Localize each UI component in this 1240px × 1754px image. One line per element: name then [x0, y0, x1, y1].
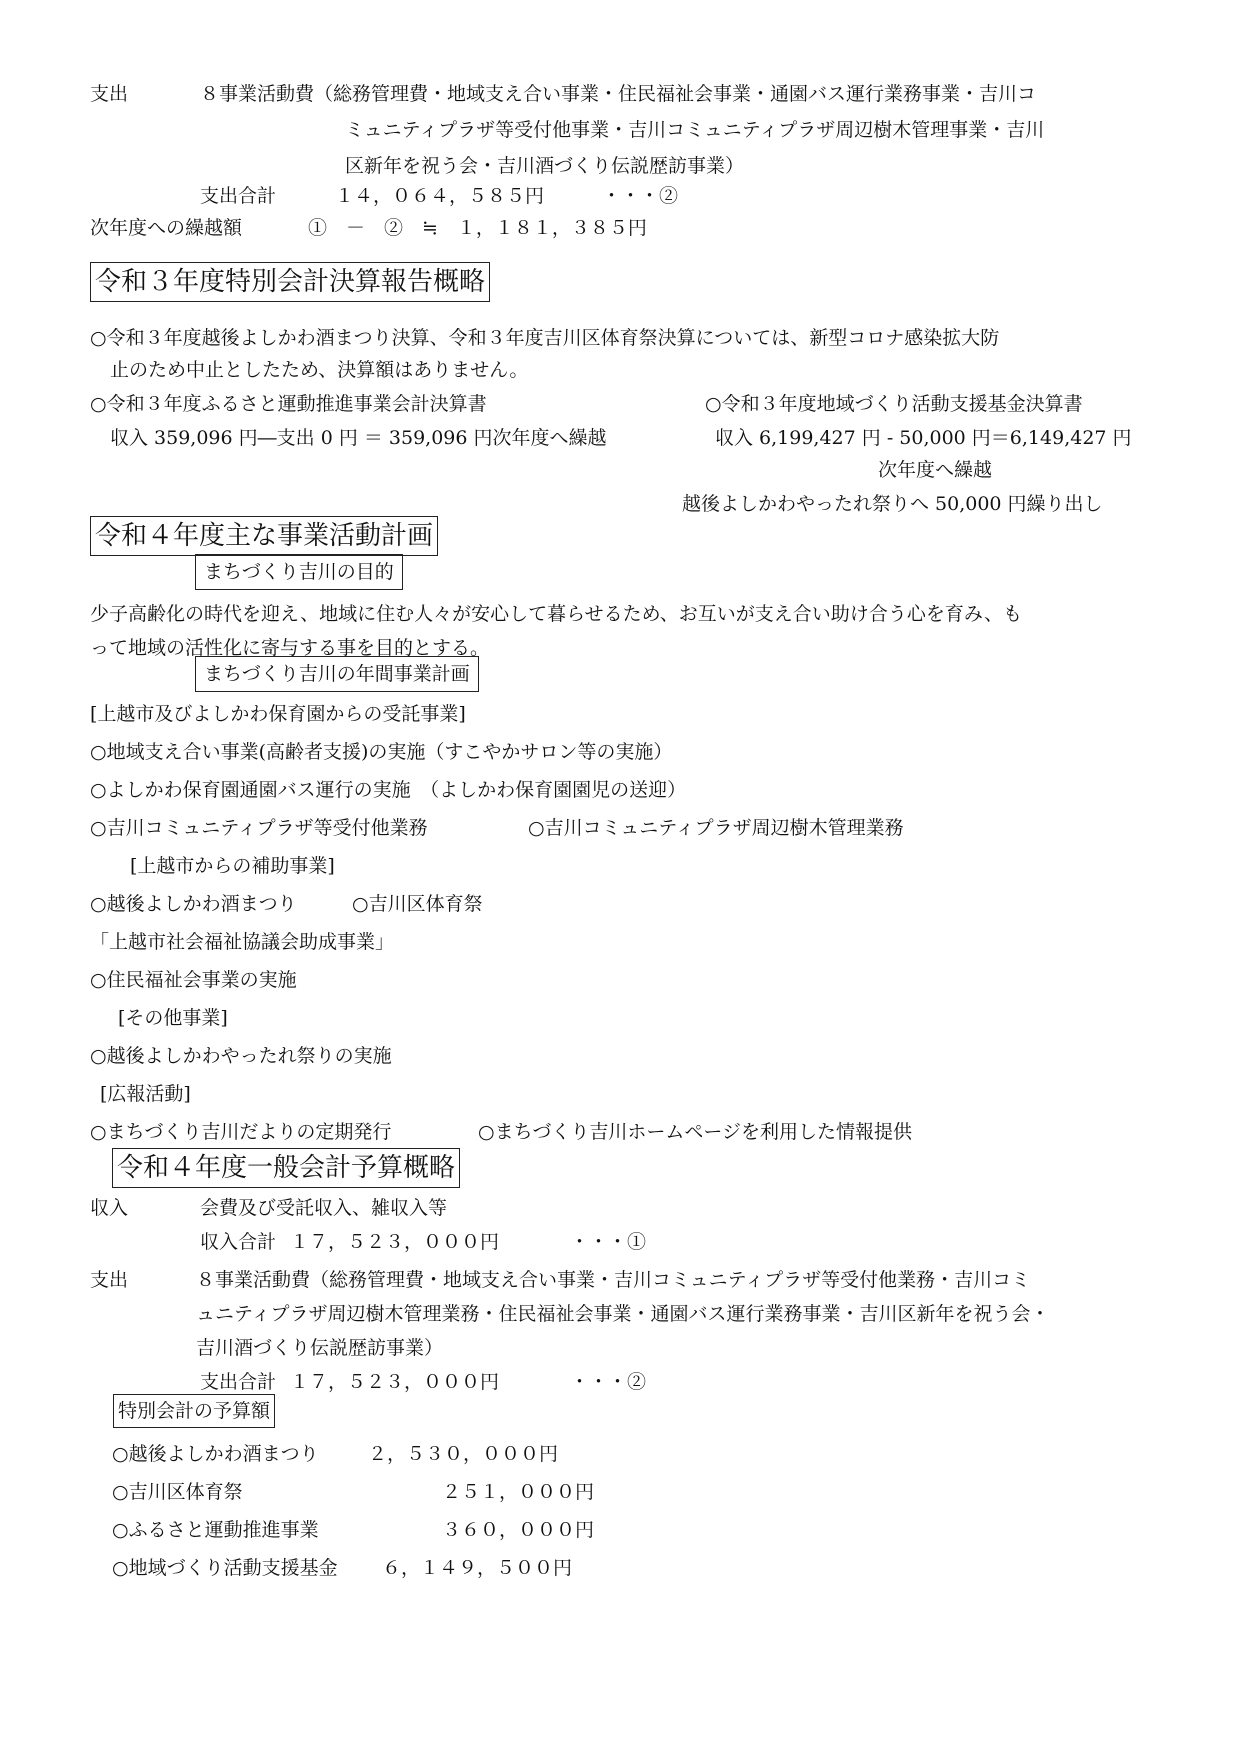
plan-item-bus: ○よしかわ保育園通園バス運行の実施 （よしかわ保育園園児の送迎） — [90, 779, 687, 801]
fy3-carryover-formula: ① － ② ≒ １，１８１，３８５円 — [308, 217, 647, 239]
category-welfare-grant: 「上越市社会福祉協議会助成事業」 — [90, 931, 395, 953]
fy4-income-label: 収入 — [90, 1197, 129, 1219]
fy3-carryover-label: 次年度への繰越額 — [90, 217, 243, 239]
fy3-expense-label: 支出 — [90, 83, 129, 105]
chiiki-fund-transfer-note: 越後よしかわやったれ祭りへ 50,000 円繰り出し — [682, 493, 1103, 515]
furusato-settlement-calc: 収入 359,096 円―支出 0 円 ＝ 359,096 円次年度へ繰越 — [110, 427, 607, 449]
furusato-settlement-title: ○令和３年度ふるさと運動推進事業会計決算書 — [90, 393, 487, 415]
fy4-income-total-ref: ・・・① — [570, 1231, 647, 1253]
fy3-expense-total-ref: ・・・② — [602, 185, 679, 207]
special-budget-item-name: ○ふるさと運動推進事業 — [112, 1519, 319, 1541]
plan-item-website: ○まちづくり吉川ホームページを利用した情報提供 — [478, 1121, 913, 1143]
purpose-text-1: 少子高齢化の時代を迎え、地域に住む人々が安心して暮らせるため、お互いが支え合い助け合う心を育み、も — [90, 603, 1022, 625]
fy4-expense-text-1: ８事業活動費（総務管理費・地域支え合い事業・吉川コミュニティプラザ等受付他業務・吉川コミ — [196, 1269, 1031, 1291]
plan-item-yattare: ○越後よしかわやったれ祭りの実施 — [90, 1045, 392, 1067]
fy3-special-heading: 令和３年度特別会計決算報告概略 — [90, 262, 490, 302]
special-budget-subheading: 特別会計の予算額 — [113, 1394, 275, 1428]
fy4-expense-text-2: ュニティプラザ周辺樹木管理業務・住民福祉会事業・通園バス運行業務事業・吉川区新年を祝う会・ — [196, 1303, 1050, 1325]
fy4-income-text: 会費及び受託収入、雑収入等 — [200, 1197, 448, 1219]
fy3-expense-total-value: １４，０６４，５８５円 — [335, 185, 545, 207]
category-other: [その他事業] — [118, 1007, 228, 1029]
special-budget-item-name: ○越後よしかわ酒まつり — [112, 1443, 319, 1465]
special-budget-item-name: ○地域づくり活動支援基金 — [112, 1557, 338, 1579]
fy3-special-note-1: ○令和３年度越後よしかわ酒まつり決算、令和３年度吉川区体育祭決算については、新型コロナ感染拡大防 — [90, 327, 1000, 349]
chiiki-fund-carryover: 次年度へ繰越 — [878, 459, 993, 481]
plan-item-welfare: ○住民福祉会事業の実施 — [90, 969, 297, 991]
fy4-expense-label: 支出 — [90, 1269, 129, 1291]
purpose-text-2: って地域の活性化に寄与する事を目的とする。 — [90, 637, 490, 659]
fy4-income-total-value: １７，５２３，０００円 — [290, 1231, 500, 1253]
fy4-expense-text-3: 吉川酒づくり伝説歴訪事業） — [196, 1337, 444, 1359]
fy4-expense-total-label: 支出合計 — [200, 1371, 277, 1393]
special-budget-item-name: ○吉川区体育祭 — [112, 1481, 243, 1503]
plan-item-newsletter: ○まちづくり吉川だよりの定期発行 — [90, 1121, 392, 1143]
chiiki-fund-settlement-calc: 収入 6,199,427 円 - 50,000 円＝6,149,427 円 — [715, 427, 1132, 449]
category-subsidy: [上越市からの補助事業] — [130, 855, 335, 877]
fy4-plan-heading: 令和４年度主な事業活動計画 — [90, 516, 438, 556]
plan-item-trees: ○吉川コミュニティプラザ周辺樹木管理業務 — [528, 817, 904, 839]
special-budget-item-amount: ６，１４９，５００円 — [382, 1557, 573, 1579]
fy3-expense-text-1: ８事業活動費（総務管理費・地域支え合い事業・住民福祉会事業・通園バス運行業務事業・吉川コ — [200, 83, 1037, 105]
plan-item-reception: ○吉川コミュニティプラザ等受付他業務 — [90, 817, 428, 839]
fy4-income-total-label: 収入合計 — [200, 1231, 277, 1253]
fy3-expense-total-label: 支出合計 — [200, 185, 277, 207]
special-budget-item-amount: ３６０，０００円 — [442, 1519, 595, 1541]
fy4-expense-total-value: １７，５２３，０００円 — [290, 1371, 500, 1393]
fy3-expense-text-3: 区新年を祝う会・吉川酒づくり伝説歴訪事業） — [345, 155, 745, 177]
special-budget-item-amount: ２，５３０，０００円 — [368, 1443, 559, 1465]
plan-item-sports-day: ○吉川区体育祭 — [352, 893, 483, 915]
fy3-special-note-2: 止のため中止としたため、決算額はありません。 — [110, 359, 529, 381]
category-contract: [上越市及びよしかわ保育園からの受託事業] — [90, 703, 466, 725]
annual-plan-subheading: まちづくり吉川の年間事業計画 — [195, 656, 479, 692]
chiiki-fund-settlement-title: ○令和３年度地域づくり活動支援基金決算書 — [705, 393, 1083, 415]
purpose-subheading: まちづくり吉川の目的 — [195, 554, 403, 590]
fy4-expense-total-ref: ・・・② — [570, 1371, 647, 1393]
special-budget-item-amount: ２５１，０００円 — [442, 1481, 595, 1503]
fy3-expense-text-2: ミュニティプラザ等受付他事業・吉川コミュニティプラザ周辺樹木管理事業・吉川 — [345, 119, 1045, 141]
plan-item-sake-festival: ○越後よしかわ酒まつり — [90, 893, 297, 915]
category-pr: [広報活動] — [100, 1083, 191, 1105]
plan-item-support: ○地域支え合い事業(高齢者支援)の実施（すこやかサロン等の実施） — [90, 741, 673, 763]
fy4-budget-heading: 令和４年度一般会計予算概略 — [112, 1148, 460, 1188]
